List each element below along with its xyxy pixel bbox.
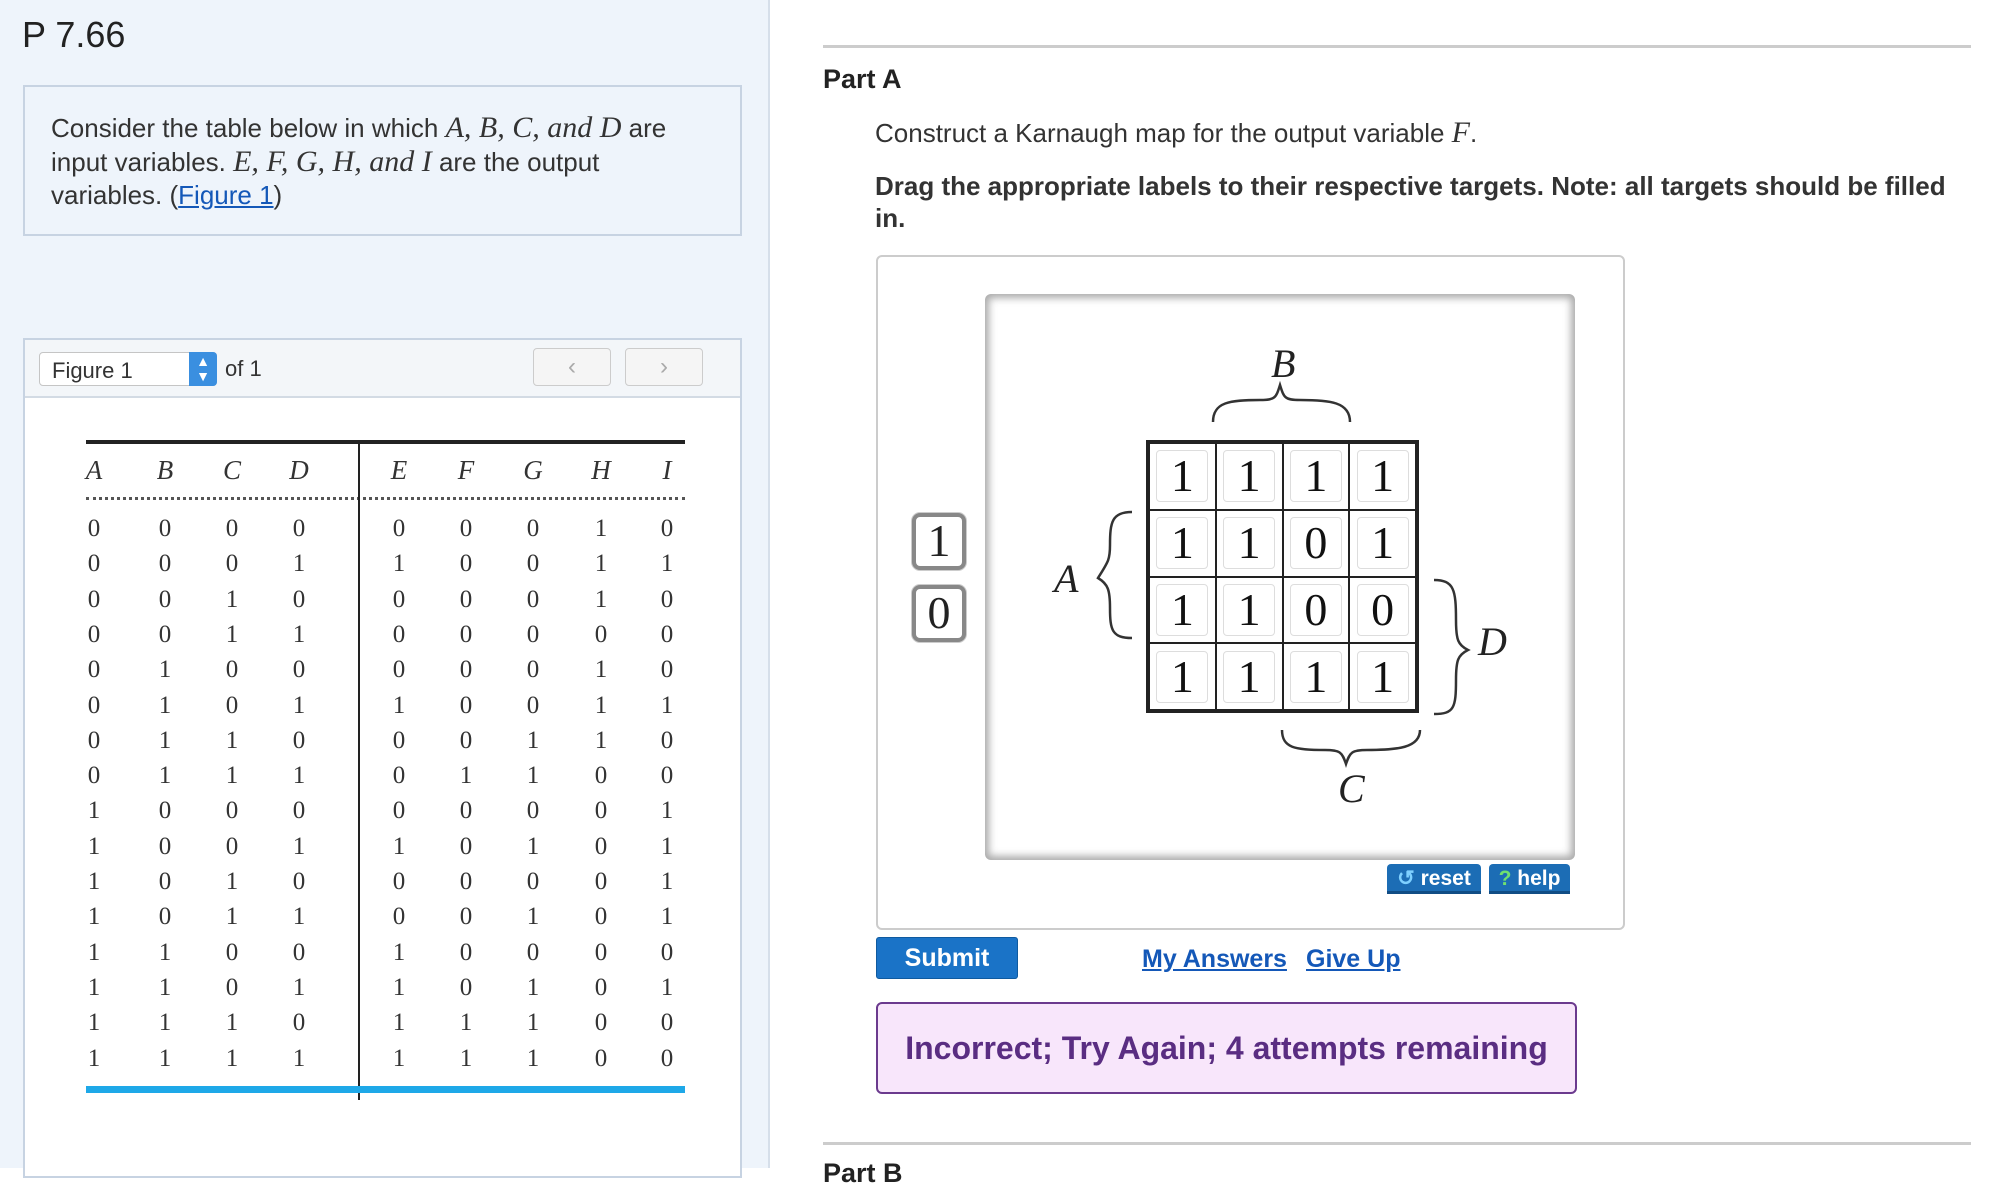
table-cell: 1 bbox=[225, 726, 239, 754]
table-cell: 1 bbox=[158, 938, 172, 966]
table-cell: 0 bbox=[292, 797, 306, 825]
statement-text: Consider the table below in which bbox=[51, 113, 446, 143]
table-cell: 0 bbox=[459, 585, 473, 613]
table-cell: 0 bbox=[225, 515, 239, 542]
table-cell: 0 bbox=[594, 832, 608, 860]
statement-text: are the output variables. ( bbox=[51, 147, 600, 210]
output-vars: E, F, G, H, and I bbox=[233, 145, 432, 178]
table-cell: 0 bbox=[526, 620, 540, 648]
table-cell: 0 bbox=[459, 973, 473, 1001]
table-divider bbox=[358, 444, 360, 1100]
table-cell: 1 bbox=[392, 938, 406, 966]
brace-b bbox=[1213, 385, 1350, 422]
table-cell: 1 bbox=[594, 656, 608, 684]
table-cell: 1 bbox=[392, 1044, 406, 1072]
brace-d bbox=[1434, 580, 1468, 714]
prev-figure-button[interactable]: ‹ bbox=[533, 348, 611, 386]
table-cell: 0 bbox=[660, 585, 674, 613]
kmap-cell-value[interactable]: 1 bbox=[1357, 651, 1409, 703]
table-cell: 1 bbox=[459, 1009, 473, 1037]
table-cell: 0 bbox=[225, 691, 239, 719]
kmap-cell-value[interactable]: 0 bbox=[1290, 517, 1342, 569]
table-cell: 1 bbox=[594, 550, 608, 578]
table-cell: 0 bbox=[158, 832, 172, 860]
table-cell: 1 bbox=[87, 868, 101, 895]
var-label-a: A bbox=[1054, 556, 1079, 601]
kmap-cell-value[interactable]: 1 bbox=[1290, 450, 1342, 502]
table-cell: 1 bbox=[392, 1009, 406, 1037]
table-cell: 0 bbox=[392, 726, 406, 754]
table-cell: 1 bbox=[158, 726, 172, 754]
table-cell: 0 bbox=[392, 868, 406, 895]
table-cell: 0 bbox=[158, 585, 172, 613]
table-cell: 0 bbox=[459, 691, 473, 719]
submit-button[interactable]: Submit bbox=[876, 937, 1018, 979]
table-cell: 1 bbox=[87, 797, 101, 825]
table-cell: 0 bbox=[292, 656, 306, 684]
table-cell: 0 bbox=[225, 550, 239, 578]
table-cell: 0 bbox=[87, 620, 101, 648]
table-cell: 1 bbox=[158, 656, 172, 684]
table-cell: 0 bbox=[526, 691, 540, 719]
kmap-cell-value[interactable]: 1 bbox=[1156, 584, 1208, 636]
kmap-cell-value[interactable]: 1 bbox=[1156, 651, 1208, 703]
statement-text: are input variables. bbox=[51, 113, 667, 177]
var-label-d: D bbox=[1478, 619, 1507, 664]
column-header: G bbox=[523, 455, 543, 485]
column-header: I bbox=[662, 455, 672, 485]
my-answers-link[interactable]: My Answers bbox=[1142, 945, 1287, 973]
table-cell: 1 bbox=[292, 691, 306, 719]
part-b-title[interactable]: Part B bbox=[823, 1158, 903, 1188]
table-cell: 1 bbox=[526, 1009, 540, 1037]
table-cell: 0 bbox=[526, 656, 540, 684]
table-cell: 1 bbox=[459, 762, 473, 790]
kmap-cell-value[interactable]: 0 bbox=[1357, 584, 1409, 636]
table-cell: 1 bbox=[225, 585, 239, 613]
table-cell: 0 bbox=[87, 515, 101, 542]
table-cell: 1 bbox=[594, 726, 608, 754]
problem-title: P 7.66 bbox=[22, 14, 126, 55]
table-cell: 0 bbox=[292, 938, 306, 966]
table-cell: 0 bbox=[392, 515, 406, 542]
table-cell: 1 bbox=[87, 973, 101, 1001]
table-cell: 0 bbox=[660, 656, 674, 684]
table-cell: 0 bbox=[392, 656, 406, 684]
table-cell: 1 bbox=[526, 762, 540, 790]
instructions: Drag the appropriate labels to their respective targets. Note: all targets should be filled in. bbox=[875, 171, 1946, 233]
part-a-title: Part A bbox=[823, 64, 902, 94]
question-text-end: . bbox=[1470, 118, 1478, 148]
select-arrows-icon: ▲ ▼ bbox=[189, 352, 217, 386]
table-cell: 1 bbox=[526, 726, 540, 754]
table-cell: 0 bbox=[225, 973, 239, 1001]
column-header: F bbox=[457, 455, 475, 485]
table-cell: 1 bbox=[526, 832, 540, 860]
table-cell: 0 bbox=[594, 973, 608, 1001]
table-cell: 1 bbox=[158, 1044, 172, 1072]
kmap-cell-value[interactable]: 1 bbox=[1156, 517, 1208, 569]
table-cell: 1 bbox=[660, 797, 674, 825]
help-label: help bbox=[1517, 867, 1561, 890]
table-cell: 0 bbox=[87, 585, 101, 613]
table-cell: 1 bbox=[158, 691, 172, 719]
help-button[interactable] bbox=[1489, 864, 1570, 894]
table-cell: 0 bbox=[594, 1009, 608, 1037]
table-cell: 0 bbox=[459, 620, 473, 648]
table-cell: 0 bbox=[225, 938, 239, 966]
table-cell: 0 bbox=[87, 656, 101, 684]
table-cell: 0 bbox=[526, 938, 540, 966]
table-cell: 0 bbox=[292, 868, 306, 895]
reset-icon: ↺ bbox=[1397, 867, 1415, 890]
table-cell: 1 bbox=[660, 691, 674, 719]
table-cell: 0 bbox=[459, 903, 473, 931]
question-text bbox=[875, 116, 1477, 150]
table-cell: 1 bbox=[292, 973, 306, 1001]
table-cell: 0 bbox=[225, 797, 239, 825]
table-cell: 0 bbox=[459, 550, 473, 578]
table-cell: 0 bbox=[292, 726, 306, 754]
kmap-cell-value[interactable]: 1 bbox=[1357, 517, 1409, 569]
column-header: H bbox=[591, 455, 611, 485]
table-cell: 1 bbox=[660, 903, 674, 931]
table-cell: 0 bbox=[225, 832, 239, 860]
give-up-link[interactable]: Give Up bbox=[1306, 945, 1401, 973]
table-cell: 1 bbox=[660, 832, 674, 860]
brace-c bbox=[1282, 730, 1420, 764]
table-cell: 0 bbox=[87, 726, 101, 754]
column-header: A bbox=[85, 455, 103, 485]
table-cell: 1 bbox=[225, 762, 239, 790]
table-cell: 0 bbox=[594, 797, 608, 825]
table-cell: 1 bbox=[87, 903, 101, 931]
table-cell: 1 bbox=[392, 973, 406, 1001]
column-header: E bbox=[390, 455, 408, 485]
table-cell: 0 bbox=[87, 550, 101, 578]
table-cell: 0 bbox=[594, 620, 608, 648]
table-cell: 1 bbox=[225, 1009, 239, 1037]
table-cell: 1 bbox=[87, 1009, 101, 1037]
table-cell: 0 bbox=[526, 868, 540, 895]
table-cell: 0 bbox=[459, 797, 473, 825]
table-cell: 1 bbox=[526, 903, 540, 931]
table-cell: 0 bbox=[225, 656, 239, 684]
table-cell: 1 bbox=[225, 1044, 239, 1072]
table-cell: 1 bbox=[660, 973, 674, 1001]
table-cell: 1 bbox=[392, 691, 406, 719]
table-cell: 0 bbox=[660, 762, 674, 790]
table-cell: 1 bbox=[292, 762, 306, 790]
table-cell: 0 bbox=[459, 726, 473, 754]
table-cell: 0 bbox=[526, 797, 540, 825]
table-cell: 0 bbox=[526, 585, 540, 613]
column-header: D bbox=[289, 455, 309, 485]
var-label-b: B bbox=[1271, 341, 1296, 386]
var-label-c: C bbox=[1338, 766, 1365, 811]
table-cell: 0 bbox=[459, 832, 473, 860]
next-figure-button[interactable]: › bbox=[625, 348, 703, 386]
table-cell: 1 bbox=[225, 620, 239, 648]
table-cell: 0 bbox=[158, 550, 172, 578]
output-var: F bbox=[1451, 116, 1470, 149]
column-header: C bbox=[222, 455, 241, 485]
reset-button[interactable] bbox=[1387, 864, 1481, 894]
table-header-rule bbox=[86, 497, 685, 500]
table-cell: 0 bbox=[459, 938, 473, 966]
table-cell: 1 bbox=[292, 550, 306, 578]
table-cell: 0 bbox=[158, 620, 172, 648]
table-cell: 0 bbox=[392, 903, 406, 931]
table-cell: 1 bbox=[87, 832, 101, 860]
table-cell: 0 bbox=[660, 1044, 674, 1072]
table-cell: 0 bbox=[660, 938, 674, 966]
figure-link[interactable]: Figure 1 bbox=[178, 180, 274, 210]
table-cell: 0 bbox=[292, 1009, 306, 1037]
table-cell: 1 bbox=[158, 973, 172, 1001]
table-cell: 0 bbox=[158, 797, 172, 825]
table-cell: 1 bbox=[292, 832, 306, 860]
table-cell: 0 bbox=[594, 1044, 608, 1072]
table-cell: 0 bbox=[594, 903, 608, 931]
table-cell: 0 bbox=[660, 515, 674, 542]
feedback-message: Incorrect; Try Again; 4 attempts remaining bbox=[876, 1002, 1577, 1094]
figure-count: of 1 bbox=[225, 356, 262, 381]
table-cell: 0 bbox=[660, 1009, 674, 1037]
help-icon: ? bbox=[1498, 867, 1512, 890]
table-cell: 0 bbox=[459, 515, 473, 542]
drag-label-1[interactable]: 1 bbox=[912, 513, 966, 570]
table-cell: 0 bbox=[158, 515, 172, 542]
table-cell: 1 bbox=[87, 938, 101, 966]
table-cell: 0 bbox=[87, 691, 101, 719]
kmap-cell-value[interactable]: 1 bbox=[1156, 450, 1208, 502]
table-cell: 1 bbox=[594, 691, 608, 719]
column-header: B bbox=[156, 455, 174, 485]
kmap-cell-value[interactable]: 1 bbox=[1223, 450, 1275, 502]
kmap-cell-value[interactable]: 1 bbox=[1223, 584, 1275, 636]
table-cell: 1 bbox=[158, 1009, 172, 1037]
table-cell: 1 bbox=[292, 1044, 306, 1072]
kmap-cell-value[interactable]: 1 bbox=[1223, 517, 1275, 569]
table-cell: 0 bbox=[459, 656, 473, 684]
table-cell: 0 bbox=[594, 868, 608, 895]
drag-label-0[interactable]: 0 bbox=[912, 585, 966, 642]
table-cell: 1 bbox=[87, 1044, 101, 1072]
table-cell: 0 bbox=[158, 868, 172, 895]
kmap-braces bbox=[1050, 340, 1570, 780]
table-cell: 0 bbox=[459, 868, 473, 895]
table-top-rule bbox=[86, 440, 685, 444]
table-cell: 1 bbox=[392, 832, 406, 860]
kmap-cell-value[interactable]: 1 bbox=[1290, 651, 1342, 703]
table-cell: 0 bbox=[526, 550, 540, 578]
kmap-cell-value[interactable]: 1 bbox=[1223, 651, 1275, 703]
table-cell: 0 bbox=[87, 762, 101, 790]
table-cell: 1 bbox=[594, 585, 608, 613]
kmap-cell-value[interactable]: 0 bbox=[1290, 584, 1342, 636]
table-cell: 1 bbox=[526, 1044, 540, 1072]
brace-a bbox=[1098, 512, 1132, 638]
table-cell: 1 bbox=[459, 1044, 473, 1072]
table-cell: 1 bbox=[225, 903, 239, 931]
table-cell: 0 bbox=[392, 797, 406, 825]
table-cell: 0 bbox=[158, 903, 172, 931]
truth-table bbox=[0, 0, 770, 1168]
divider bbox=[823, 1142, 1971, 1145]
table-cell: 0 bbox=[660, 620, 674, 648]
table-cell: 0 bbox=[594, 762, 608, 790]
reset-label: reset bbox=[1420, 867, 1471, 890]
table-cell: 1 bbox=[158, 762, 172, 790]
table-cell: 1 bbox=[392, 550, 406, 578]
table-cell: 0 bbox=[392, 620, 406, 648]
table-cell: 1 bbox=[660, 550, 674, 578]
question-text-body: Construct a Karnaugh map for the output variable bbox=[875, 118, 1452, 148]
table-bottom-rule bbox=[86, 1086, 685, 1093]
input-vars: A, B, C, and D bbox=[445, 111, 622, 144]
table-cell: 1 bbox=[225, 868, 239, 895]
table-cell: 1 bbox=[292, 620, 306, 648]
table-cell: 1 bbox=[660, 868, 674, 895]
table-cell: 0 bbox=[392, 585, 406, 613]
table-cell: 0 bbox=[594, 938, 608, 966]
problem-panel bbox=[0, 0, 770, 1168]
kmap-cell-value[interactable]: 1 bbox=[1357, 450, 1409, 502]
divider bbox=[823, 45, 1971, 48]
table-cell: 0 bbox=[392, 762, 406, 790]
table-cell: 0 bbox=[526, 515, 540, 542]
table-cell: 0 bbox=[660, 726, 674, 754]
table-cell: 1 bbox=[292, 903, 306, 931]
table-cell: 1 bbox=[526, 973, 540, 1001]
table-cell: 0 bbox=[292, 585, 306, 613]
table-cell: 1 bbox=[594, 515, 608, 542]
figure-select-value: Figure 1 bbox=[52, 358, 133, 383]
table-cell: 0 bbox=[292, 515, 306, 542]
statement-text: ) bbox=[273, 180, 283, 210]
